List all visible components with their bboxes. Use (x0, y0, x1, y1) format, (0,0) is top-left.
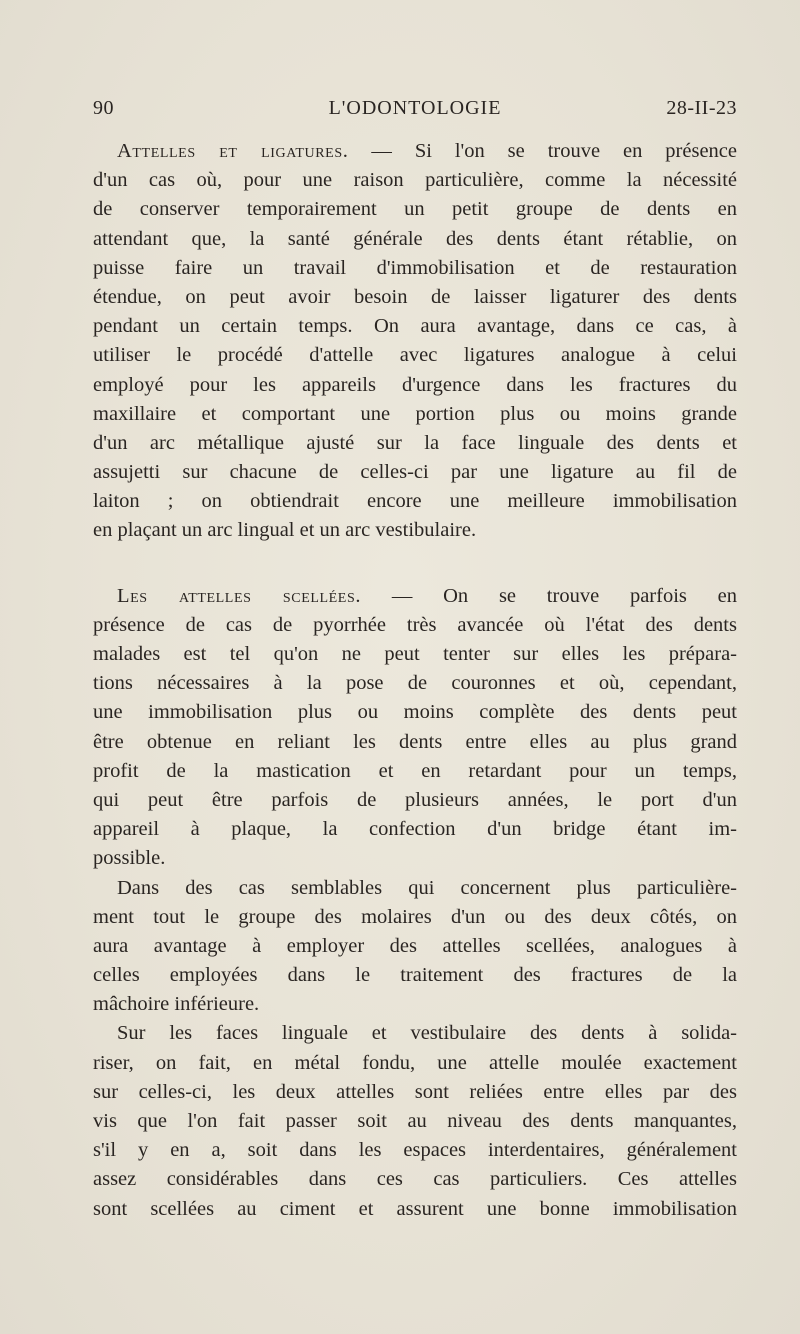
paragraph-line: sur celles-ci, les deux attelles sont reliées entre elles par des (93, 1080, 737, 1103)
paragraph-attelles-ligatures (93, 137, 737, 546)
paragraph-line: en plaçant un arc lingual et un arc vestibulaire. (93, 519, 477, 542)
paragraph-line: Les attelles scellées. — On se trouve parfois en (117, 584, 737, 607)
paragraph-line: celles employées dans le traitement des fractures de la (93, 964, 737, 987)
paragraph-line: tions nécessaires à la pose de couronnes et où, cependant, (93, 672, 737, 695)
paragraph-line: étendue, on peut avoir besoin de laisser ligaturer des dents (93, 285, 737, 308)
paragraph-line: laiton ; on obtiendrait encore une meilleure immobilisation (93, 490, 737, 513)
article-body (93, 137, 737, 1224)
paragraph-line: présence de cas de pyorrhée très avancée où l'état des dents (93, 613, 737, 636)
paragraph-molaires (93, 874, 737, 1020)
paragraph-line: assujetti sur chacune de celles-ci par une ligature au fil de (93, 461, 737, 484)
paragraph-line: maxillaire et comportant une portion plus ou moins grande (93, 402, 737, 425)
issue-date: 28-II-23 (666, 97, 737, 119)
paragraph-line: attendant que, la santé générale des dents étant rétablie, on (93, 227, 737, 250)
paragraph-line: qui peut être parfois de plusieurs années, le port d'un (93, 788, 737, 811)
running-header (93, 97, 737, 127)
paragraph-line: sont scellées au ciment et assurent une bonne immobilisation (93, 1197, 737, 1220)
page-number: 90 (93, 97, 114, 119)
paragraph-line: d'un arc métallique ajusté sur la face linguale des dents et (93, 431, 737, 454)
paragraph-line: utiliser le procédé d'attelle avec ligatures analogue à celui (93, 344, 737, 367)
paragraph-faces-linguale (93, 1019, 737, 1223)
paragraph-line: aura avantage à employer des attelles scellées, analogues à (93, 934, 737, 957)
section-heading: Attelles et ligatures. (117, 140, 349, 162)
paragraph-spacer (93, 546, 737, 582)
running-title: L'ODONTOLOGIE (328, 97, 502, 119)
paragraph-line: de conserver temporairement un petit groupe de dents en (93, 198, 737, 221)
paragraph-line: appareil à plaque, la confection d'un bridge étant im- (93, 818, 737, 841)
paragraph-line: profit de la mastication et en retardant pour un temps, (93, 759, 737, 782)
paragraph-attelles-scellees (93, 582, 737, 874)
paragraph-line: Sur les faces linguale et vestibulaire des dents à solida- (117, 1022, 737, 1045)
paragraph-line: puisse faire un travail d'immobilisation et de restauration (93, 256, 737, 279)
section-heading: Les attelles scellées. (117, 584, 362, 607)
paragraph-line: mâchoire inférieure. (93, 993, 260, 1016)
paragraph-line: vis que l'on fait passer soit au niveau des dents manquantes, (93, 1110, 737, 1132)
paragraph-line: malades est tel qu'on ne peut tenter sur elles les prépara- (93, 643, 737, 665)
paragraph-line: s'il y en a, soit dans les espaces interdentaires, généralement (93, 1139, 737, 1162)
paragraph-line: riser, on fait, en métal fondu, une attelle moulée exactement (93, 1051, 737, 1074)
paragraph-line: être obtenue en reliant les dents entre elles au plus grand (93, 730, 737, 753)
paragraph-line: ment tout le groupe des molaires d'un ou des deux côtés, on (93, 905, 737, 928)
paragraph-line: d'un cas où, pour une raison particulière, comme la nécessité (93, 169, 737, 192)
paragraph-line: pendant un certain temps. On aura avantage, dans ce cas, à (93, 315, 737, 338)
paragraph-line: Dans des cas semblables qui concernent plus particulière- (117, 876, 737, 899)
paragraph-line: une immobilisation plus ou moins complète des dents peut (93, 701, 737, 724)
paragraph-line: assez considérables dans ces cas particuliers. Ces attelles (93, 1168, 737, 1191)
paragraph-line: employé pour les appareils d'urgence dans les fractures du (93, 373, 737, 396)
paragraph-line: Attelles et ligatures. — Si l'on se trouve en présence (117, 140, 737, 162)
paragraph-line: possible. (93, 847, 166, 870)
